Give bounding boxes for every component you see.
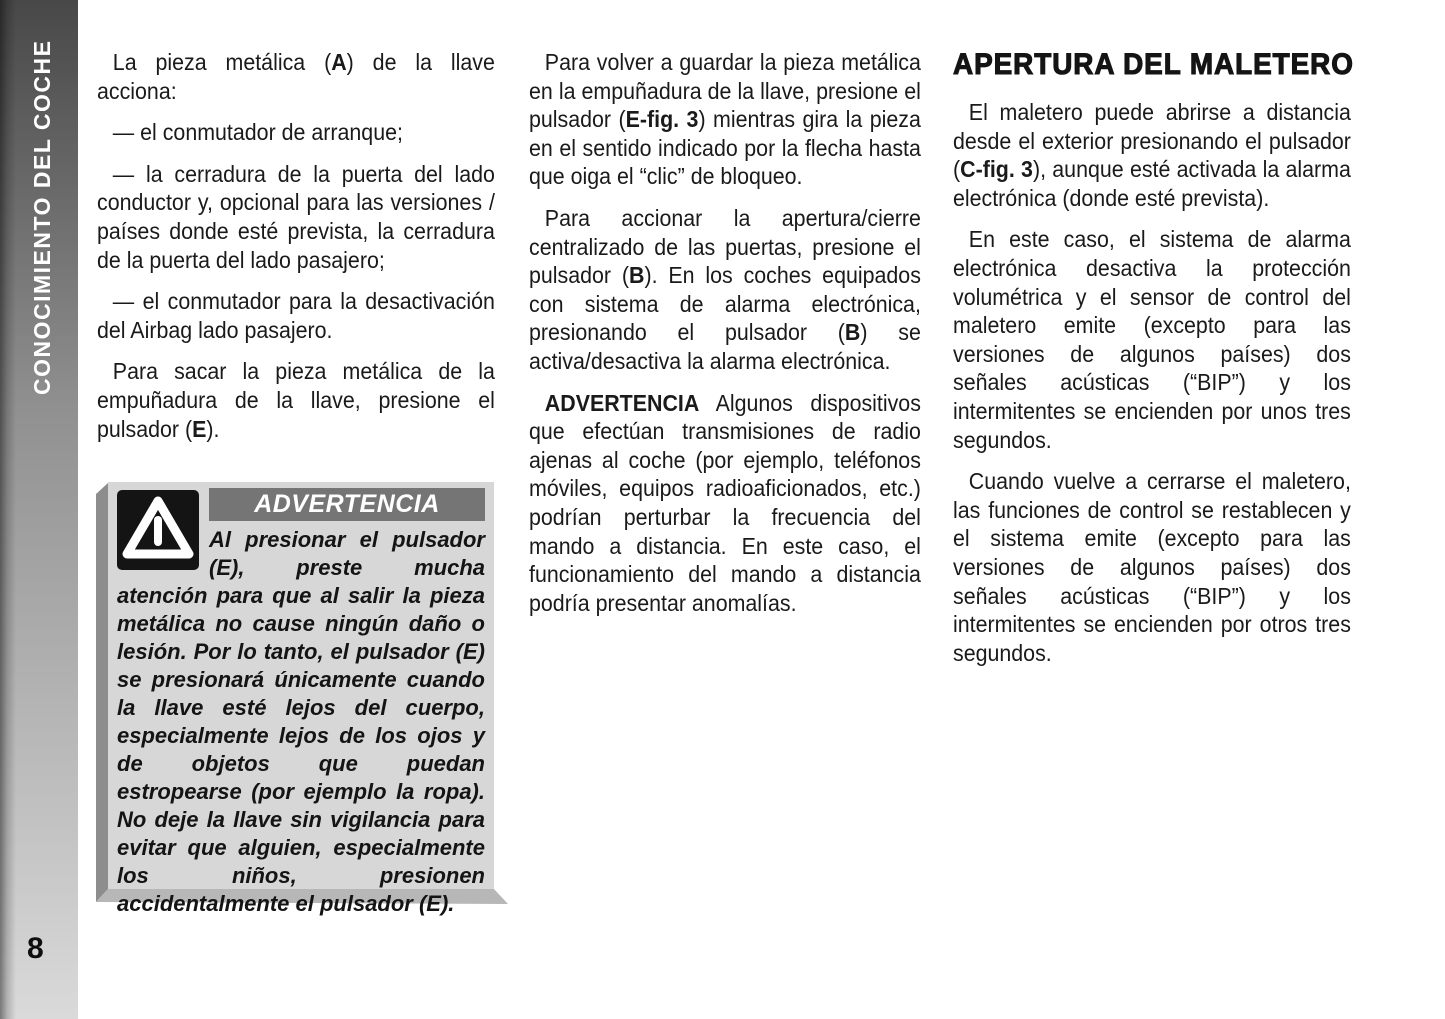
paragraph: En este caso, el sistema de alarma electrónica desactiva la protección volumétrica y el sensor de control del maletero emite (excepto para las versiones de algunos países) dos señales acústicas (“BIP”) y los intermitentes se encienden por unos tres segundos. [953,226,1351,453]
paragraph: La pieza metálica (A) de la llave acciona: [97,49,495,104]
chapter-vertical-title: CONOCIMIENTO DEL COCHE [29,39,55,395]
column-1 [97,48,495,456]
paragraph: Para sacar la pieza metálica de la empuñadura de la llave, presione el pulsador (E). [97,358,495,442]
warning-triangle-icon [117,490,199,570]
column-3 [953,48,1354,680]
warning-box [96,482,508,916]
warning-box-text: Al presionar el pulsador (E), preste mucha atención para que al salir la pieza metálica no cause ningún daño o lesión. Por lo tanto, el pulsador (E) se presionará únicamente cuando la llave esté lejos del cuerpo, especialmente lejos de los ojos y de objetos que puedan estropearse (por ejemplo la ropa). No deje la llave sin vigilancia para evitar que alguien, especialmente los niños, presionen accidentalmente el pulsador (E). [117,527,485,916]
column-2 [529,48,921,630]
page-number: 8 [27,932,44,965]
paragraph: Para volver a guardar la pieza metálica en la empuñadura de la llave, presione el pulsador (E-fig. 3) mientras gira la pieza en el sentido indicado por la flecha hasta que oiga el “clic” de bloqueo. [529,49,921,190]
list-item-dash: — la cerradura de la puerta del lado conductor y, opcional para las versiones / países donde esté prevista, la cerradura de la puerta del lado pasajero; [97,160,495,273]
paragraph: Para accionar la apertura/cierre centralizado de las puertas, presione el pulsador (B). En los coches equipados con sistema de alarma electrónica, presionando el pulsador (B) se activa/desactiva la alarma electrónica. [529,204,921,374]
paragraph-advertencia-note: ADVERTENCIA Algunos dispositivos que efectúan transmisiones de radio ajenas al coche (por ejemplo, teléfonos móviles, equipos radioaficionados, etc.) podrían perturbar la frecuencia del mando a distancia. En este caso, el funcionamiento del mando a distancia podría presentar anomalías. [529,389,921,616]
list-item-dash: — el conmutador de arranque; [112,119,403,146]
warning-box-panel [108,482,494,916]
paragraph: Cuando vuelve a cerrarse el maletero, las funciones de control se restablecen y el sistema emite (excepto para las versiones de algunos países) dos señales acústicas (“BIP”) y los intermitentes se encienden por otros tres segundos. [953,468,1351,666]
list-item-dash: — el conmutador para la desactivación del Airbag lado pasajero. [97,288,495,343]
warning-box-title: ADVERTENCIA [209,488,485,521]
paragraph: El maletero puede abrirse a distancia desde el exterior presionando el pulsador (C-fig. 3), aunque esté activada la alarma electrónica (donde esté prevista). [953,99,1351,211]
section-heading: APERTURA DEL MALETERO [953,48,1354,81]
chapter-spine-bar [0,0,78,1019]
